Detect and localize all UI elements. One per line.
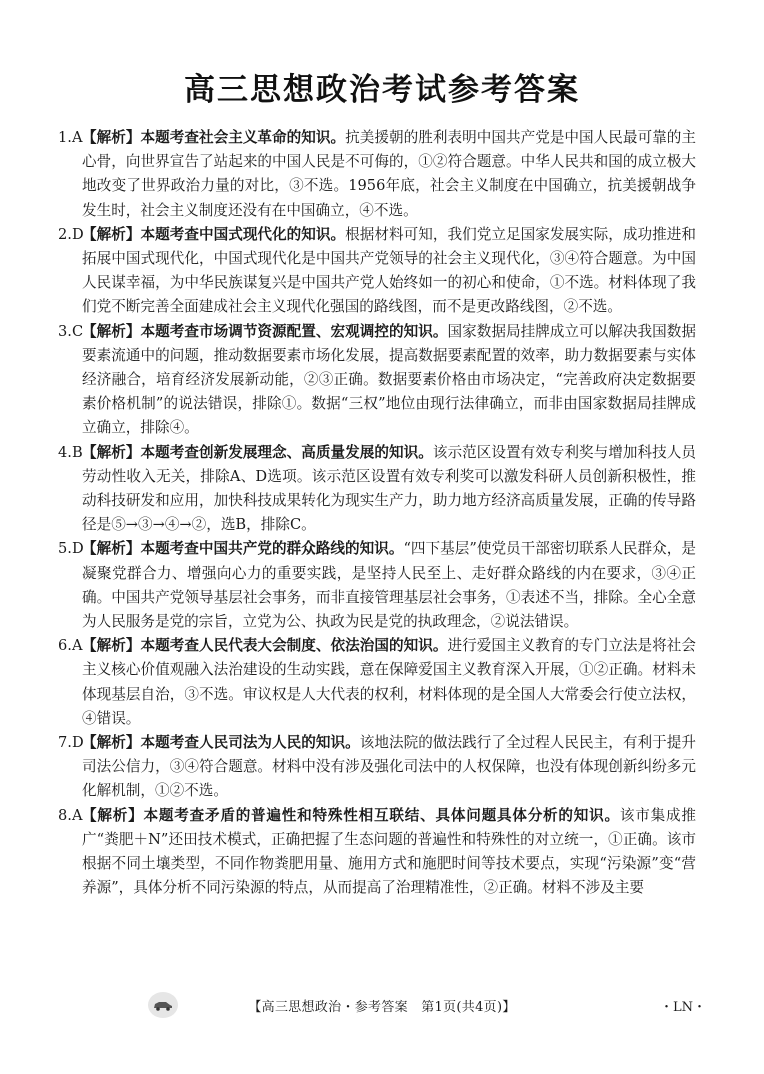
item-body: 抗美援朝的胜利表明中国共产党是中国人民最可靠的主心骨，向世界宣告了站起来的中国人民是不可侮的，①②符合题意。中华人民共和国的成立极大地改变了世界政治力量的对比，③不选。1956年底，社会主义制度在中国确立，抗美援朝战争发生时，社会主义制度还没有在中国确立，④不选。 bbox=[82, 129, 696, 219]
analysis-tag: 【解析】 bbox=[82, 225, 141, 243]
item-body: “四下基层”使党员干部密切联系人民群众，是凝聚党群合力、增强向心力的重要实践，是坚持人民至上、走好群众路线的内在要求，③④正确。中国共产党领导基层社会事务，而非直接管理基层社会事务，①表述不当，排除。全心全意为人民服务是党的宗旨，立党为公、执政为民是党的执政理念，②说法错误。 bbox=[82, 540, 696, 631]
item-number: 8.A bbox=[58, 806, 83, 824]
footer-page-info: 【高三思想政治・参考答案 第1页(共4页)】 bbox=[248, 1000, 516, 1015]
item-number: 6.A bbox=[58, 637, 83, 655]
topic-focus: 本题考查创新发展理念、高质量发展的知识。 bbox=[140, 443, 433, 461]
analysis-tag: 【解析】 bbox=[82, 734, 141, 752]
analysis-tag: 【解析】 bbox=[82, 322, 141, 340]
answer-item bbox=[58, 731, 696, 804]
item-body: 该地法院的做法践行了全过程人民民主，有利于提升司法公信力，③④符合题意。材料中没有涉及强化司法中的人权保障，也没有体现创新纠纷多元化解机制，①②不选。 bbox=[82, 734, 696, 800]
page-title: 高三思想政治考试参考答案 bbox=[184, 72, 580, 108]
answer-item bbox=[58, 634, 696, 731]
topic-focus: 本题考查市场调节资源配置、宏观调控的知识。 bbox=[140, 322, 448, 340]
analysis-tag: 【解析】 bbox=[82, 129, 141, 146]
item-body: 进行爱国主义教育的专门立法是将社会主义核心价值观融入法治建设的生动实践，意在保障爱国主义教育深入开展，①②正确。材料未体现基层自治，③不选。审议权是人大代表的权利，材料体现的是全国人大常委会行使立法权，④错误。 bbox=[82, 637, 696, 727]
item-number: 2.D bbox=[58, 225, 84, 243]
item-number: 3.C bbox=[58, 322, 84, 340]
topic-focus: 本题考查中国共产党的群众路线的知识。 bbox=[140, 540, 404, 558]
analysis-tag: 【解析】 bbox=[82, 637, 141, 655]
answer-item bbox=[58, 126, 696, 223]
answer-item bbox=[58, 804, 696, 901]
page-footer bbox=[0, 992, 764, 1022]
topic-focus: 本题考查人民代表大会制度、依法治国的知识。 bbox=[140, 637, 448, 655]
answer-item bbox=[58, 441, 696, 538]
topic-focus: 本题考查人民司法为人民的知识。 bbox=[140, 734, 360, 752]
item-body: 该市集成推广“粪肥＋N”还田技术模式，正确把握了生态问题的普遍性和特殊性的对立统一，①正确。该市根据不同土壤类型，不同作物粪肥用量、施用方式和施肥时间等技术要点，实现“污染源”变“营养源”，具体分析不同污染源的特点，从而提高了治理精准性，②正确。材料不涉及主要 bbox=[82, 806, 696, 897]
item-body: 国家数据局挂牌成立可以解决我国数据要素流通中的问题，推动数据要素市场化发展，提高数据要素配置的效率，助力数据要素与实体经济融合，培育经济发展新动能，②③正确。数据要素价格由市场决定，“完善政府决定数据要素价格机制”的说法错误，排除①。数据“三权”地位由现行法律确立，而非由国家数据局挂牌成立确立，排除④。 bbox=[82, 322, 696, 437]
item-body: 该示范区设置有效专利奖与增加科技人员劳动性收入无关，排除A、D选项。该示范区设置有效专利奖可以激发科研人员创新积极性，推动科技研发和应用，加快科技成果转化为现实生产力，助力地方经济高质量发展，正确的传导路径是⑤→③→④→②，选B，排除C。 bbox=[82, 443, 696, 534]
item-body: 根据材料可知，我们党立足国家发展实际，成功推进和拓展中国式现代化，中国式现代化是中国共产党领导的社会主义现代化，③④符合题意。为中国人民谋幸福，为中华民族谋复兴是中国共产党人始终如一的初心和使命，①不选。材料体现了我们党不断完善全面建成社会主义现代化强国的路线图，而不是更改路线图，②不选。 bbox=[82, 225, 696, 316]
footer-region-code: ・LN・ bbox=[659, 1000, 706, 1015]
analysis-tag: 【解析】 bbox=[82, 540, 141, 558]
answer-item bbox=[58, 320, 696, 441]
item-number: 1.A bbox=[58, 129, 83, 146]
topic-focus: 本题考查社会主义革命的知识。 bbox=[140, 129, 346, 146]
item-number: 7.D bbox=[58, 734, 84, 752]
analysis-tag: 【解析】 bbox=[82, 806, 144, 824]
answer-item bbox=[58, 223, 696, 320]
topic-focus: 本题考查中国式现代化的知识。 bbox=[140, 225, 346, 243]
answer-list bbox=[58, 126, 696, 901]
item-number: 4.B bbox=[58, 443, 83, 461]
analysis-tag: 【解析】 bbox=[82, 443, 141, 461]
topic-focus: 本题考查矛盾的普遍性和特殊性相互联结、具体问题具体分析的知识。 bbox=[143, 806, 620, 824]
item-number: 5.D bbox=[58, 540, 84, 558]
answer-item bbox=[58, 537, 696, 634]
